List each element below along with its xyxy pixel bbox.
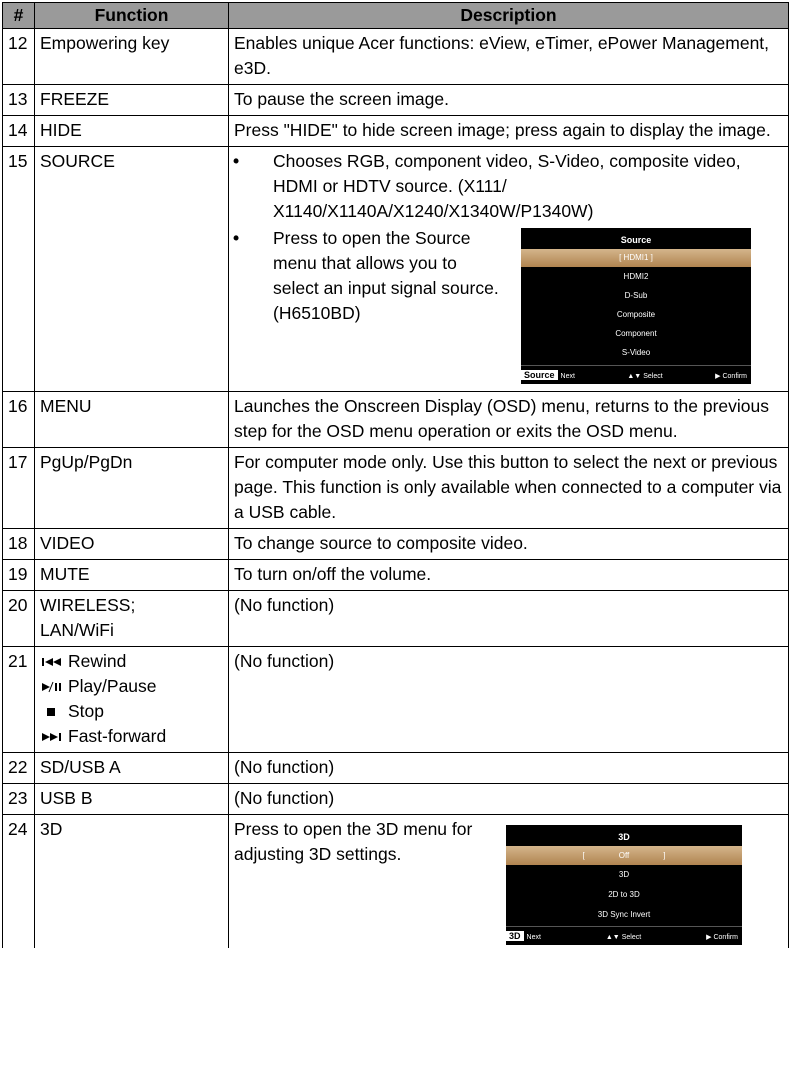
function-table xyxy=(2,2,789,948)
function-label: Stop xyxy=(68,701,104,721)
footer-next: Next xyxy=(560,373,575,380)
3d-menu-selected xyxy=(506,846,742,865)
row-number: 20 xyxy=(3,591,35,647)
footer-confirm: Confirm xyxy=(713,933,738,941)
footer-select: Select xyxy=(643,372,663,380)
description-cell: (No function) xyxy=(229,647,789,753)
source-menu-option: D-Sub xyxy=(624,291,648,300)
function-cell xyxy=(35,591,229,647)
row-number: 24 xyxy=(3,815,35,949)
source-menu-title: Source xyxy=(620,235,652,245)
bullet-text: Press to open the Source menu that allows you to select an input signal source. (H6510BD) xyxy=(273,228,499,323)
function-cell: MUTE xyxy=(35,560,229,591)
table-row xyxy=(3,591,789,647)
table-row xyxy=(3,392,789,448)
source-menu-screenshot xyxy=(521,228,751,384)
source-menu-option: Composite xyxy=(616,310,656,319)
function-line xyxy=(40,699,223,724)
table-row xyxy=(3,29,789,85)
bracket-left: [ xyxy=(582,851,585,860)
function-cell: VIDEO xyxy=(35,529,229,560)
up-down-arrows-icon: ▲▼ xyxy=(627,372,642,380)
row-number: 23 xyxy=(3,784,35,815)
3d-menu-footer xyxy=(506,926,742,945)
source-menu-option: Component xyxy=(615,329,657,338)
table-row xyxy=(3,85,789,116)
play-arrow-icon: ▶ xyxy=(706,933,712,941)
table-row xyxy=(3,147,789,392)
table-row xyxy=(3,753,789,784)
rewind-icon xyxy=(40,656,66,668)
row-number: 13 xyxy=(3,85,35,116)
description-cell: (No function) xyxy=(229,753,789,784)
stop-icon xyxy=(40,706,66,718)
bullet-symbol: • xyxy=(233,228,240,248)
description-cell xyxy=(229,815,789,949)
description-cell xyxy=(229,147,789,392)
selected-value: Off xyxy=(618,851,630,860)
fast-forward-icon xyxy=(40,731,66,743)
description-cell: Enables unique Acer functions: eView, eTimer, ePower Management, e3D. xyxy=(229,29,789,85)
description-cell: To turn on/off the volume. xyxy=(229,560,789,591)
header-function: Function xyxy=(35,3,229,29)
description-cell: For computer mode only. Use this button to select the next or previous page. This function is only available when connected to a computer via a USB cable. xyxy=(229,448,789,529)
description-cell: (No function) xyxy=(229,784,789,815)
function-line xyxy=(40,674,223,699)
function-cell: FREEZE xyxy=(35,85,229,116)
footer-select: Select xyxy=(621,933,642,941)
description-cell: To pause the screen image. xyxy=(229,85,789,116)
row-number: 12 xyxy=(3,29,35,85)
row-number: 16 xyxy=(3,392,35,448)
function-cell: SD/USB A xyxy=(35,753,229,784)
row-number: 18 xyxy=(3,529,35,560)
header-num: # xyxy=(3,3,35,29)
function-line xyxy=(40,649,223,674)
footer-confirm: Confirm xyxy=(722,372,747,380)
header-row xyxy=(3,3,789,29)
3d-row-wrap xyxy=(234,817,783,945)
up-down-arrows-icon: ▲▼ xyxy=(605,933,620,941)
row-number: 21 xyxy=(3,647,35,753)
3d-menu-screenshot xyxy=(506,825,742,945)
function-label: Fast-forward xyxy=(68,726,167,746)
source-menu-footer xyxy=(521,365,751,384)
source-menu-option: HDMI2 xyxy=(623,272,649,281)
table-row xyxy=(3,448,789,529)
function-cell: 3D xyxy=(35,815,229,949)
table-row xyxy=(3,647,789,753)
function-cell: SOURCE xyxy=(35,147,229,392)
bullet-item xyxy=(229,149,783,224)
source-bullet-wrap xyxy=(273,226,751,388)
row-number: 14 xyxy=(3,116,35,147)
source-menu-option: S-Video xyxy=(621,348,651,357)
table-row xyxy=(3,560,789,591)
row-number: 17 xyxy=(3,448,35,529)
3d-menu-option: 3D xyxy=(618,870,630,879)
description-cell: Press "HIDE" to hide screen image; press again to display the image. xyxy=(229,116,789,147)
source-key: Source xyxy=(521,370,558,380)
function-line xyxy=(40,724,223,749)
function-label: Play/Pause xyxy=(68,676,157,696)
footer-next: Next xyxy=(526,934,541,941)
function-line: WIRELESS; xyxy=(40,595,136,615)
description-cell: Launches the Onscreen Display (OSD) menu, returns to the previous step for the OSD menu operation or exits the OSD menu. xyxy=(229,392,789,448)
bullet-symbol: • xyxy=(233,151,240,171)
function-cell: Empowering key xyxy=(35,29,229,85)
description-cell: To change source to composite video. xyxy=(229,529,789,560)
table-row xyxy=(3,116,789,147)
table-row xyxy=(3,815,789,949)
description-text: Press to open the 3D menu for adjusting 3D settings. xyxy=(234,819,473,864)
row-number: 15 xyxy=(3,147,35,392)
table-row xyxy=(3,529,789,560)
function-cell: USB B xyxy=(35,784,229,815)
row-number: 22 xyxy=(3,753,35,784)
play-arrow-icon: ▶ xyxy=(715,372,721,380)
function-label: Rewind xyxy=(68,651,127,671)
3d-menu-option: 2D to 3D xyxy=(608,890,640,899)
table-row xyxy=(3,784,789,815)
bracket-right: ] xyxy=(663,851,666,860)
function-cell xyxy=(35,647,229,753)
3d-menu-option: 3D Sync Invert xyxy=(597,910,651,919)
function-cell: HIDE xyxy=(35,116,229,147)
3d-menu-title: 3D xyxy=(618,832,630,842)
function-line: LAN/WiFi xyxy=(40,620,114,640)
description-cell: (No function) xyxy=(229,591,789,647)
source-menu-selected: [ HDMI1 ] xyxy=(521,249,751,267)
3d-key: 3D xyxy=(506,931,524,941)
row-number: 19 xyxy=(3,560,35,591)
bullet-text: Chooses RGB, component video, S-Video, composite video, HDMI or HDTV source. (X111/ X1140/X1140A/X1240/X1340W/P1340W) xyxy=(273,151,741,221)
function-cell: MENU xyxy=(35,392,229,448)
play-pause-icon xyxy=(40,681,66,693)
header-description: Description xyxy=(229,3,789,29)
function-cell: PgUp/PgDn xyxy=(35,448,229,529)
bullet-item xyxy=(229,226,783,388)
